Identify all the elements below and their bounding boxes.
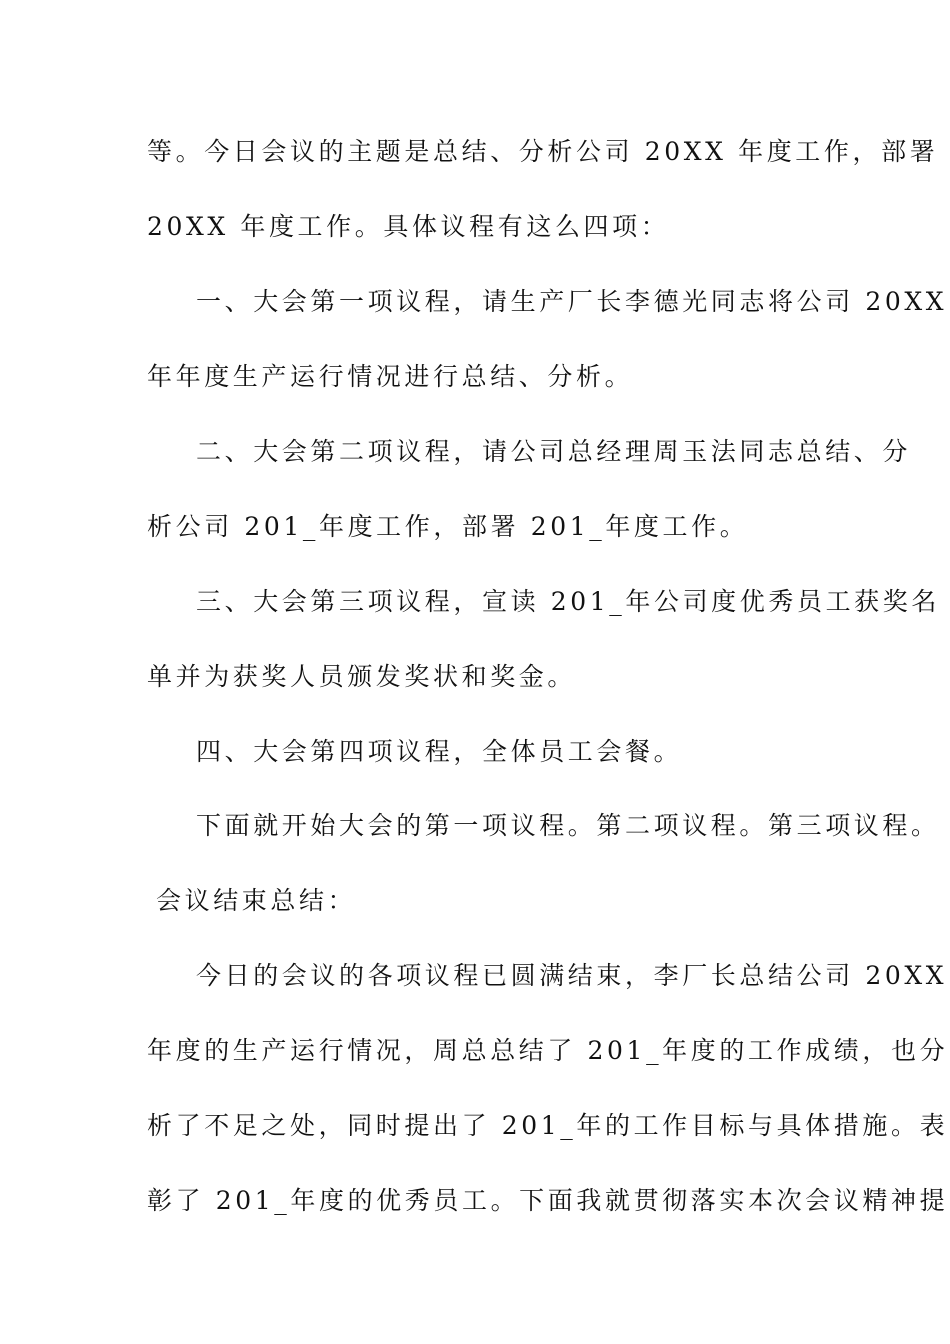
text-line: 下面就开始大会的第一项议程。第二项议程。第三项议程。 [196,811,940,840]
text-line: 等。今日会议的主题是总结、分析公司 20XX 年度工作，部署 [147,137,939,166]
text-line: 单并为获奖人员颁发奖状和奖金。 [147,662,577,691]
text-line: 年年度生产运行情况进行总结、分析。 [147,362,634,391]
text-line: 三、大会第三项议程，宣读 201_年公司度优秀员工获奖名 [196,587,940,616]
text-line: 年度的生产运行情况，周总总结了 201_年度的工作成绩，也分 [147,1036,949,1065]
text-line: 20XX 年度工作。具体议程有这么四项： [147,212,670,241]
text-line: 彰了 201_年度的优秀员工。下面我就贯彻落实本次会议精神提 [147,1186,949,1215]
text-line: 析公司 201_年度工作，部署 201_年度工作。 [147,512,749,541]
text-line: 二、大会第二项议程，请公司总经理周玉法同志总结、分 [196,437,912,466]
text-line: 今日的会议的各项议程已圆满结束，李厂长总结公司 20XX [196,961,948,990]
section-heading: 会议结束总结： [156,886,357,915]
text-line: 四、大会第四项议程，全体员工会餐。 [196,737,683,766]
text-line: 析了不足之处，同时提出了 201_年的工作目标与具体措施。表 [147,1111,949,1140]
text-line: 一、大会第一项议程，请生产厂长李德光同志将公司 20XX [196,287,948,316]
